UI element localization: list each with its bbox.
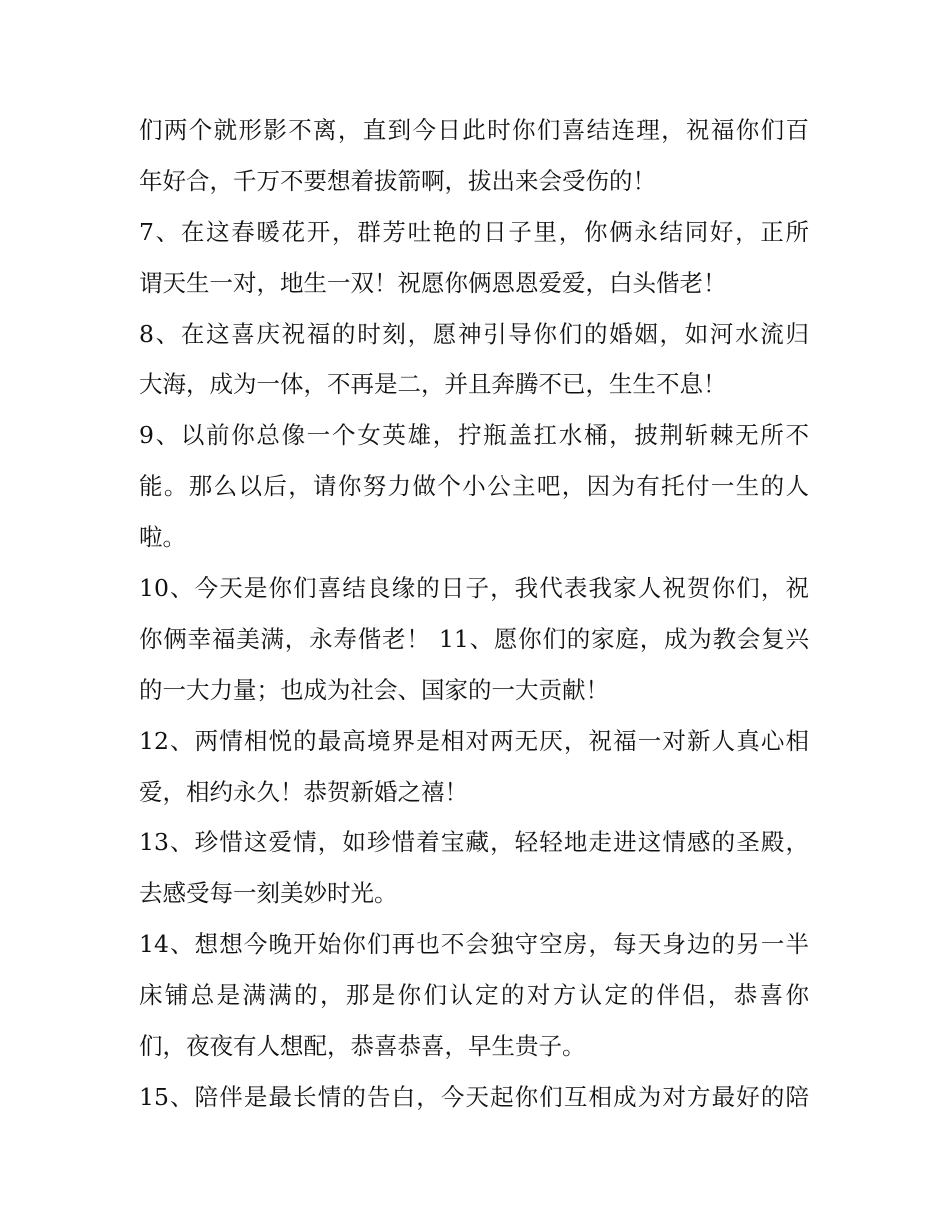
text-line: 去感受每一刻美妙时光。: [139, 879, 398, 908]
text-line: 床铺总是满满的，那是你们认定的对方认定的伴侣，恭喜你: [139, 981, 809, 1010]
text-line: 的一大力量；也成为社会、国家的一大贡献！: [139, 675, 609, 704]
body-text: [139, 105, 819, 1123]
text-line: 啦。: [139, 523, 186, 552]
text-line: 13、珍惜这爱情，如珍惜着宝藏，轻轻地走进这情感的圣殿，: [139, 828, 809, 857]
text-line: 大海，成为一体，不再是二，并且奔腾不已，生生不息！: [139, 370, 727, 399]
text-line: 能。那么以后，请你努力做个小公主吧，因为有托付一生的人: [139, 472, 809, 501]
text-line: 10、今天是你们喜结良缘的日子，我代表我家人祝贺你们，祝: [139, 574, 809, 603]
text-line: 你俩幸福美满，永寿偕老！ 11、愿你们的家庭，成为教会复兴: [139, 624, 809, 653]
text-line: 12、两情相悦的最高境界是相对两无厌，祝福一对新人真心相: [139, 726, 809, 755]
text-line: 谓天生一对，地生一双！祝愿你俩恩恩爱爱，白头偕老！: [139, 268, 727, 297]
text-line: 9、以前你总像一个女英雄，拧瓶盖扛水桶，披荆斩棘无所不: [139, 421, 809, 450]
text-line: 14、想想今晚开始你们再也不会独守空房，每天身边的另一半: [139, 930, 809, 959]
text-line: 年好合，千万不要想着拔箭啊，拔出来会受伤的！: [139, 166, 656, 195]
text-line: 15、陪伴是最长情的告白，今天起你们互相成为对方最好的陪: [139, 1082, 809, 1111]
text-line: 爱，相约永久！恭贺新婚之禧！: [139, 777, 468, 806]
text-line: 们，夜夜有人想配，恭喜恭喜，早生贵子。: [139, 1032, 586, 1061]
text-line: 们两个就形影不离，直到今日此时你们喜结连理，祝福你们百: [139, 116, 809, 144]
text-line: 8、在这喜庆祝福的时刻，愿神引导你们的婚姻，如河水流归: [139, 319, 809, 348]
text-line: 7、在这春暖花开，群芳吐艳的日子里，你俩永结同好，正所: [139, 217, 809, 246]
